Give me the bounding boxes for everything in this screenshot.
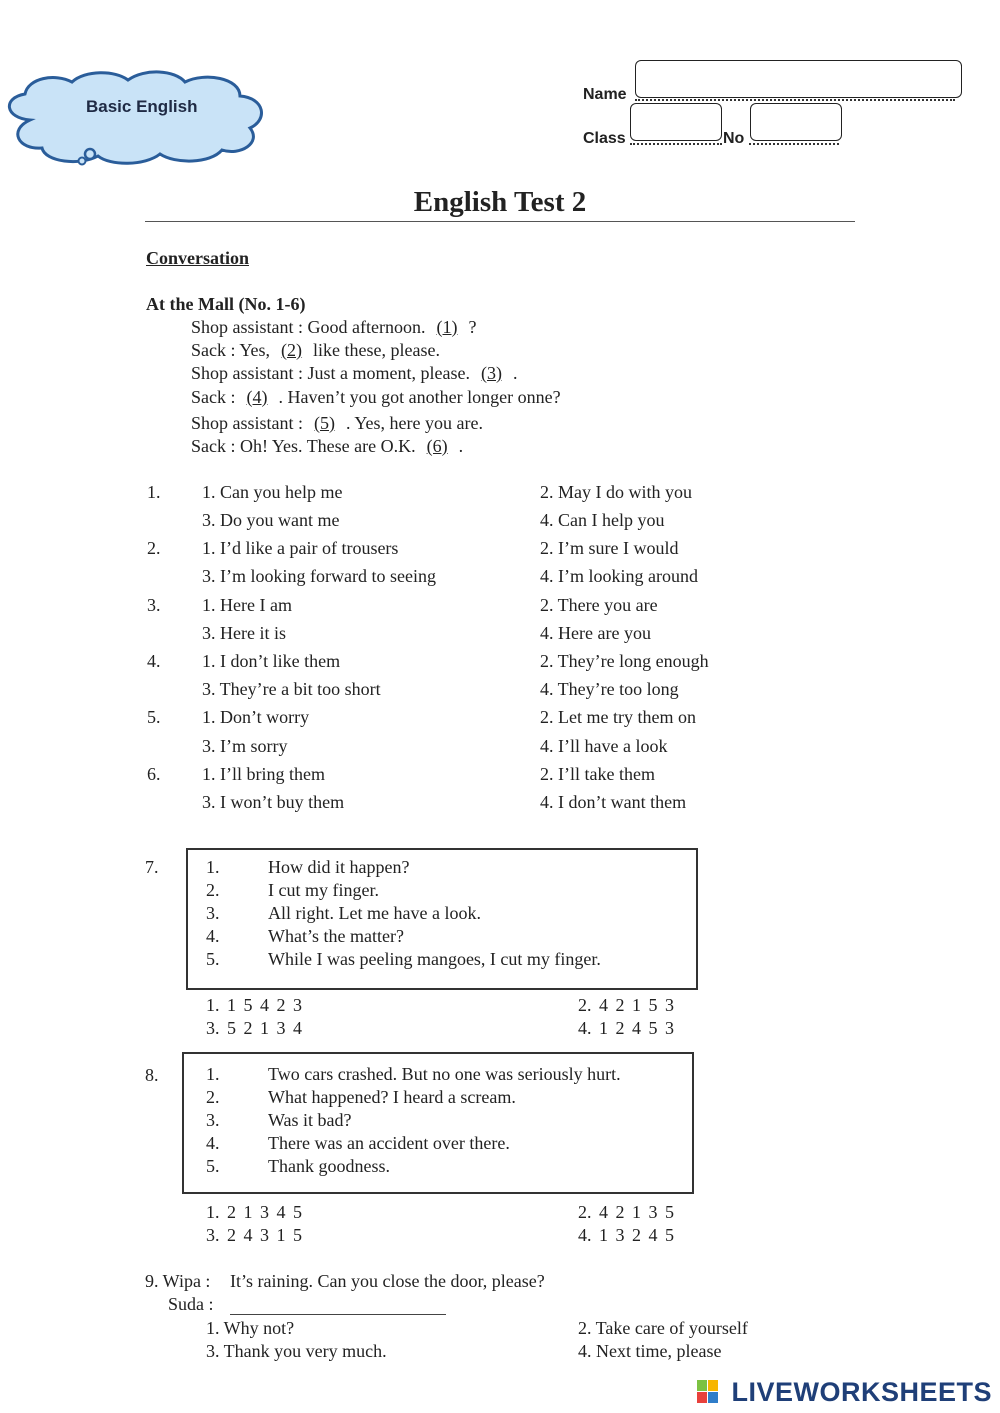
blank-5: (5) <box>314 413 336 433</box>
sentence-item: 3. <box>206 1110 220 1130</box>
dialogue-line: Shop assistant : Just a moment, please. (3) . <box>191 363 518 383</box>
class-label: Class <box>583 130 626 147</box>
dialogue-line: Sack : (4) . Haven’t you got another longer onne? <box>191 387 561 407</box>
name-dotted-line <box>635 99 955 101</box>
page-title: English Test 2 <box>413 186 587 218</box>
dialogue-line: Shop assistant : (5) . Yes, here you are. <box>191 413 483 433</box>
answer-option[interactable]: 4. 1 2 4 5 3 <box>578 1018 674 1038</box>
answer-option[interactable]: 1. Here I am <box>202 595 292 615</box>
answer-option[interactable]: 1. 1 5 4 2 3 <box>206 995 302 1015</box>
sentence-item: 4. <box>206 926 220 946</box>
answer-option[interactable]: 4. I don’t want them <box>540 792 687 812</box>
answer-option[interactable]: 3. 2 4 3 1 5 <box>206 1225 302 1245</box>
sentence-item: 1. <box>206 857 220 877</box>
answer-option[interactable]: 4. Can I help you <box>540 510 665 530</box>
name-input[interactable] <box>635 60 962 98</box>
answer-option[interactable]: 1. Can you help me <box>202 482 343 502</box>
sentence-text: Thank goodness. <box>268 1156 390 1176</box>
sentence-text: How did it happen? <box>268 857 410 877</box>
title-rule <box>145 221 855 222</box>
answer-option[interactable]: 4. Next time, please <box>578 1341 722 1361</box>
answer-option[interactable]: 4. 1 3 2 4 5 <box>578 1225 674 1245</box>
answer-option[interactable]: 3. Thank you very much. <box>206 1341 387 1361</box>
answer-option[interactable]: 3. 5 2 1 3 4 <box>206 1018 302 1038</box>
sentence-item: 5. <box>206 1156 220 1176</box>
sentence-text: What happened? I heard a scream. <box>268 1087 516 1107</box>
dialogue-line: Sack : Oh! Yes. These are O.K. (6) . <box>191 436 464 456</box>
question-number: 3. <box>147 595 161 615</box>
answer-option[interactable]: 3. I’m looking forward to seeing <box>202 566 436 586</box>
question-number: 7. <box>145 857 159 877</box>
answer-option[interactable]: 2. I’m sure I would <box>540 538 679 558</box>
sentence-item: 4. <box>206 1133 220 1153</box>
speaker-wipa: 9. Wipa : <box>145 1271 211 1291</box>
class-dotted-line <box>630 143 722 145</box>
speaker-suda: Suda : <box>168 1294 214 1314</box>
question-number: 8. <box>145 1065 159 1085</box>
liveworksheets-brand: LIVEWORKSHEETS <box>731 1377 992 1407</box>
sentence-text: All right. Let me have a look. <box>268 903 481 923</box>
answer-option[interactable]: 2. 4 2 1 5 3 <box>578 995 674 1015</box>
answer-option[interactable]: 2. Take care of yourself <box>578 1318 748 1338</box>
answer-option[interactable]: 3. Here it is <box>202 623 286 643</box>
sentence-text: There was an accident over there. <box>268 1133 510 1153</box>
answer-option[interactable]: 2. I’ll take them <box>540 764 655 784</box>
answer-option[interactable]: 1. I’d like a pair of trousers <box>202 538 399 558</box>
name-label: Name <box>583 86 627 103</box>
cloud-badge-shape <box>0 68 270 168</box>
dialogue-line: Sack : Yes, (2) like these, please. <box>191 340 440 360</box>
passage-heading: At the Mall (No. 1-6) <box>146 294 306 314</box>
answer-option[interactable]: 1. Don’t worry <box>202 707 310 727</box>
sentence-text: While I was peeling mangoes, I cut my finger. <box>268 949 601 969</box>
sentence-item: 5. <box>206 949 220 969</box>
sentence-item: 1. <box>206 1064 220 1084</box>
sentence-text: Two cars crashed. But no one was seriously hurt. <box>268 1064 621 1084</box>
answer-option[interactable]: 3. They’re a bit too short <box>202 679 381 699</box>
answer-option[interactable]: 3. I won’t buy them <box>202 792 345 812</box>
answer-option[interactable]: 1. I don’t like them <box>202 651 341 671</box>
dialogue-line: Shop assistant : Good afternoon. (1) ? <box>191 317 477 337</box>
answer-option[interactable]: 4. They’re too long <box>540 679 679 699</box>
no-input[interactable] <box>750 103 842 141</box>
course-badge: Basic English <box>86 97 198 116</box>
answer-option[interactable]: 1. 2 1 3 4 5 <box>206 1202 302 1222</box>
question-number: 5. <box>147 707 161 727</box>
answer-option[interactable]: 4. Here are you <box>540 623 651 643</box>
answer-blank-line <box>230 1314 446 1315</box>
answer-option[interactable]: 2. 4 2 1 3 5 <box>578 1202 674 1222</box>
answer-option[interactable]: 2. There you are <box>540 595 658 615</box>
blank-2: (2) <box>281 340 303 360</box>
question-number: 4. <box>147 651 161 671</box>
sentence-item: 2. <box>206 1087 220 1107</box>
question-number: 6. <box>147 764 161 784</box>
sentence-item: 2. <box>206 880 220 900</box>
blank-3: (3) <box>480 363 502 383</box>
blank-6: (6) <box>426 436 448 456</box>
answer-option[interactable]: 3. Do you want me <box>202 510 340 530</box>
answer-option[interactable]: 4. I’m looking around <box>540 566 698 586</box>
class-input[interactable] <box>630 103 722 141</box>
no-label: No <box>723 130 745 147</box>
answer-option[interactable]: 2. May I do with you <box>540 482 692 502</box>
answer-option[interactable]: 3. I’m sorry <box>202 736 288 756</box>
answer-option[interactable]: 4. I’ll have a look <box>540 736 668 756</box>
sentence-text: I cut my finger. <box>268 880 379 900</box>
liveworksheets-logo-icon <box>697 1380 719 1404</box>
question-number: 1. <box>147 482 161 502</box>
section-heading: Conversation <box>146 248 249 268</box>
blank-1: (1) <box>436 317 458 337</box>
no-dotted-line <box>749 143 839 145</box>
question-number: 2. <box>147 538 161 558</box>
blank-4: (4) <box>246 387 268 407</box>
answer-option[interactable]: 1. Why not? <box>206 1318 295 1338</box>
answer-option[interactable]: 1. I’ll bring them <box>202 764 325 784</box>
sentence-text: What’s the matter? <box>268 926 404 946</box>
answer-option[interactable]: 2. Let me try them on <box>540 707 696 727</box>
sentence-text: Was it bad? <box>268 1110 352 1130</box>
sentence-item: 3. <box>206 903 220 923</box>
q9-prompt: It’s raining. Can you close the door, please? <box>230 1271 545 1291</box>
answer-option[interactable]: 2. They’re long enough <box>540 651 709 671</box>
